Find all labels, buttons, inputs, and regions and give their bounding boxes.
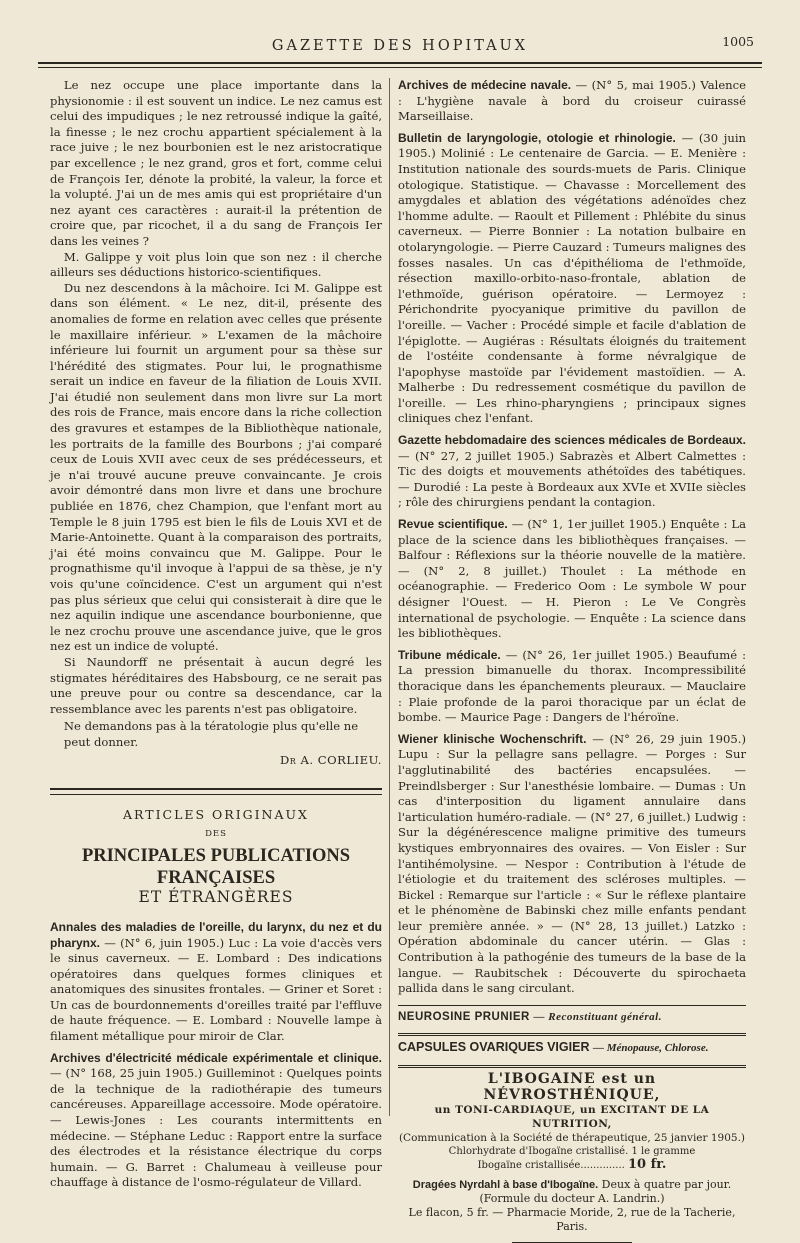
section-rule [50, 794, 382, 795]
ad-dosage: Deux à quatre par jour. [601, 1178, 732, 1192]
journal-title: Bulletin de laryngologie, otologie et rhinologie. [398, 130, 676, 145]
journal-title: Annales des maladies de l'oreille, du larynx, du nez et du pharynx. [50, 919, 382, 950]
header-rule-thin [38, 67, 762, 68]
paragraph: M. Galippe y voit plus loin que son nez : il cherche ailleurs ses déductions historico-scientifiques. [50, 249, 382, 280]
journal-title: Gazette hebdomadaire des sciences médicales de Bordeaux. [398, 433, 746, 448]
journal-entry [398, 648, 746, 726]
journal-contents: — (N° 27, 2 juillet 1905.) Sabrazès et Albert Calmettes : Tic des doigts et mouvements athétoïdes des tabétiques. — Durodié : La peste à Bordeaux aux XVIe et XVIIe siècles ; rôle des chirurgiens pendant la contagion. [398, 448, 746, 510]
ad-product-2: Ibogaïne cristallisée.............. [477, 1160, 625, 1172]
section-header-box [50, 788, 382, 906]
journal-contents: — (30 juin 1905.) Molinié : Le centenaire de Garcia. — E. Menière : Institution nationale des sourds-muets de Paris. Clinique otologique. Statistique. — Chavasse : Morcellement des amygdales et ablation des végétations adénoïdes chez l'homme adulte. — Raoult et Pillement : Phlébite du sinus caverneux. — Pierre Bonnier : La notation bulbaire en otolaryngologie. — Pierre Cauzard : Tumeurs malignes des fosses nasales. Un cas d'épithélioma de l'ethmoïde, résection maxillo-orbito-naso-frontale, ablation de l'ethmoïde, guérison opératoire. — Lermoyez : Périchondrite pyocyanique primitive du pavillon de l'oreille. — Vacher : Procédé simple et facile d'ablation de l'épiglotte. — Augiéras : Résultats éloignés du traitement de l'ostéite condensante à forme névralgique de l'apophyse mastoïde par l'évidement mastoïdien. — A. Malherbe : Du redressement cosmétique du pavillon de l'oreille. — Les rhino-pharyngiens ; principaux signes cliniques chez l'enfant. [398, 130, 746, 426]
journal-contents: — (N° 168, 25 juin 1905.) Guilleminot : Quelques points de la technique de la radiothérapie des tumeurs cancéreuses. Appareillage accessoire. Mode opératoire. — Lewis-Jones : Les courants intermittents en médecine. — Stéphane Leduc : Rapport entre la surface des électrodes et la résistance électrique du corps humain. — G. Barret : Chalumeau à veilleuse pour chauffage à distance de l'osmo-régulateur de Villard. [50, 1066, 382, 1190]
ad-product-name: Dragées Nyrdahl à base d'Ibogaïne. [412, 1179, 599, 1192]
ad-ibogaine [398, 1072, 746, 1172]
author-signature: Dr A. CORLIEU. [280, 752, 382, 767]
ad-price: 10 fr. [628, 1157, 667, 1173]
journal-contents: — (N° 1, 1er juillet 1905.) Enquête : La place de la science dans les bibliothèques françaises. — Balfour : Réflexions sur la théorie nouvelle de la matière. — (N° 2, 8 juillet.) Thoulet : La méthode en océanographie. — Frederico Oom : Le symbole W pour désigner l'Ouest. — H. Pieron : Le Ve Congrès international de psychologie. — Enquête : La science dans les bibliothèques. [398, 517, 746, 641]
header-rule-thick [38, 62, 762, 64]
ad-rule [398, 1033, 746, 1036]
journal-entry [398, 78, 746, 125]
ad-rule [398, 1065, 746, 1068]
paragraph: Le nez occupe une place importante dans la physionomie : il est souvent un indice. Le nez camus est celui des impudiques ; le nez retroussé indique la gaîté, la finesse ; le nez crochu appartient spécialement à la race juive ; le nez bourbonien est le nez aristocratique par excellence ; le nez grand, gros et fort, comme celui de François Ier, dénote la probité, la valeur, la force et la volupté. J'ai un de mes amis qui est propriétaire d'un nez ayant ces caractères : aurait-il la prétention de croire que, par ricochet, il a du sang de François Ier dans les veines ? [50, 78, 382, 248]
ad-rule [398, 1005, 746, 1006]
ad-communication: (Communication à la Société de thérapeutique, 25 janvier 1905.) [398, 1132, 746, 1145]
journal-entry [398, 732, 746, 997]
journal-entry [398, 517, 746, 642]
ad-product-line [398, 1145, 746, 1158]
closing-sentence: Ne demandons pas à la tératologie plus qu'elle ne peut donner. [63, 719, 359, 749]
ad-headline: L'IBOGAINE est un NÉVROSTHÉNIQUE, [483, 1071, 661, 1103]
journal-title: Archives d'électricité médicale expérimentale et clinique. [50, 1050, 382, 1065]
ad-price-address: Le flacon, 5 fr. — Pharmacie Moride, 2, rue de la Tacherie, Paris. [408, 1206, 736, 1234]
ad-product-name: CAPSULES OVARIQUES VIGIER [398, 1040, 590, 1055]
journal-entry [50, 1051, 382, 1191]
section-title-line4: ET ÉTRANGÈRES [138, 888, 294, 907]
left-column [50, 78, 382, 1197]
right-column [398, 78, 746, 1243]
journal-title: Wiener klinische Wochenschrift. [398, 731, 587, 746]
ad-subheadline: un TONI-CARDIAQUE, un EXCITANT DE LA NUTRITION, [434, 1104, 710, 1131]
journal-title: Tribune médicale. [398, 647, 501, 662]
ad-product-1-qty: 1 le gramme [631, 1146, 696, 1158]
journal-contents: — (N° 26, 29 juin 1905.) Lupu : Sur la pellagre sans pellagre. — Porges : Sur l'agglutinabilité des bactéries encapsulées. — Preindlsberger : Sur l'anesthésie lombaire. — Dumas : Un cas d'interposition du ligament annulaire dans l'articulation huméro-radiale. — (N° 27, 6 juillet.) Ludwig : Sur la dégénérescence maligne primitive des tumeurs kystiques embryonnaires des ovaires. — Von Eisler : Sur l'antihémolysine. — Nespor : Contribution à l'étude de l'étiologie et du traitement des scléroses multiples. — Bickel : Remarque sur l'article : « Sur le réflexe plantaire et le phénomène de Babinski chez mille enfants pendant leur première année. » — (N° 28, 13 juillet.) Latzko : Opération abdominale du cancer utérin. — Glas : Contribution à la pathogénie des tumeurs de la base de la langue. — Raubitschek : Découverte du spirochaeta pallida dans le sang circulant. [398, 731, 746, 996]
column-divider [389, 78, 390, 1116]
section-title-line1: ARTICLES ORIGINAUX [123, 807, 309, 823]
ad-capsules [398, 1040, 746, 1057]
journal-contents: — (N° 5, mai 1905.) Valence : L'hygiène navale à bord du croiseur cuirassé Marseillaise. [398, 78, 747, 124]
paragraph: Si Naundorff ne présentait à aucun degré les stigmates héréditaires des Habsbourg, ce ne serait pas une preuve pour ou contre sa descendance, car la ressemblance avec les parents n'est pas obligatoire. [50, 654, 382, 716]
journal-contents: — (N° 6, juin 1905.) Luc : La voie d'accès vers le sinus caverneux. — E. Lombard : Des indications opératoires dans quelques formes cliniques et anatomiques des sinusites frontales. — Griner et Soret : Un cas de bourdonnements d'oreilles traité par l'effluve de haute fréquence. — E. Lombard : Nouvelle lampe à filament métallique pour miroir de Clar. [50, 935, 383, 1044]
journal-entry [398, 131, 746, 427]
journal-contents: — (N° 26, 1er juillet 1905.) Beaufumé : La pression bimanuelle du thorax. Incompressibilité thoracique dans les épanchements pleuraux. — Mauclaire : Plaie profonde de la paroi thoracique par un éclat de bombe. — Maurice Page : Dangers de l'héroïne. [398, 647, 746, 725]
running-title: GAZETTE DES HOPITAUX [271, 38, 529, 54]
ad-neurosine [398, 1010, 746, 1026]
closing-line [50, 719, 382, 750]
ad-product-1: Chlorhydrate d'Ibogaïne cristallisé. [448, 1146, 629, 1158]
journal-entry [50, 920, 382, 1045]
ad-product-name: NEUROSINE PRUNIER [398, 1010, 530, 1023]
signature-line [50, 753, 382, 769]
ad-tagline: — Reconstituant général. [533, 1010, 662, 1023]
section-title-line2: DES [205, 828, 227, 839]
ad-formula: (Formule du docteur A. Landrin.) [479, 1192, 665, 1206]
paragraph: Du nez descendons à la mâchoire. Ici M. Galippe est dans son élément. « Le nez, dit-il, présente des anomalies de forme en relation avec celles que présente le maxillaire inférieur. » L'examen de la mâchoire inférieure lui fournit un argument pour sa thèse sur l'hérédité des stigmates. Pour lui, le prognathisme serait un indice en faveur de la filiation de Louis XVII. J'ai étudié non seulement dans mon livre sur La mort des rois de France, mais encore dans la riche collection des gravures et estampes de la Bibliothèque nationale, les portraits de la famille des Bourbons ; j'ai comparé ceux de Louis XVII avec ceux de ses prédécesseurs, et je n'ai trouvé aucune preuve convaincante. Je crois avoir démontré dans mon livre et dans une brochure publiée en 1876, chez Champion, que l'enfant mort au Temple le 8 juin 1795 est bien le fils de Louis XVI et de Marie-Antoinette. Quant à la comparaison des portraits, j'ai été moins convaincu que M. Galippe. Pour le prognathisme qu'il invoque à l'appui de sa thèse, je n'y vois qu'une coïncidence. C'est un argument qui n'est pas plus sérieux que celui qui consisterait à dire que le nez aquilin indique une ascendance bourbonienne, que le nez crochu prouve une ascendance juive, que le gros nez est un indice de volupté. [50, 280, 382, 654]
section-title-line3: PRINCIPALES PUBLICATIONS FRANÇAISES [81, 846, 351, 889]
page-number: 1005 [722, 34, 754, 49]
ad-dragees [398, 1178, 746, 1234]
ad-tagline: — Ménopause, Chlorose. [592, 1042, 709, 1055]
journal-entry [398, 433, 746, 511]
journal-title: Revue scientifique. [398, 517, 508, 532]
ad-product-line [398, 1158, 746, 1172]
journal-title: Archives de médecine navale. [398, 78, 572, 92]
